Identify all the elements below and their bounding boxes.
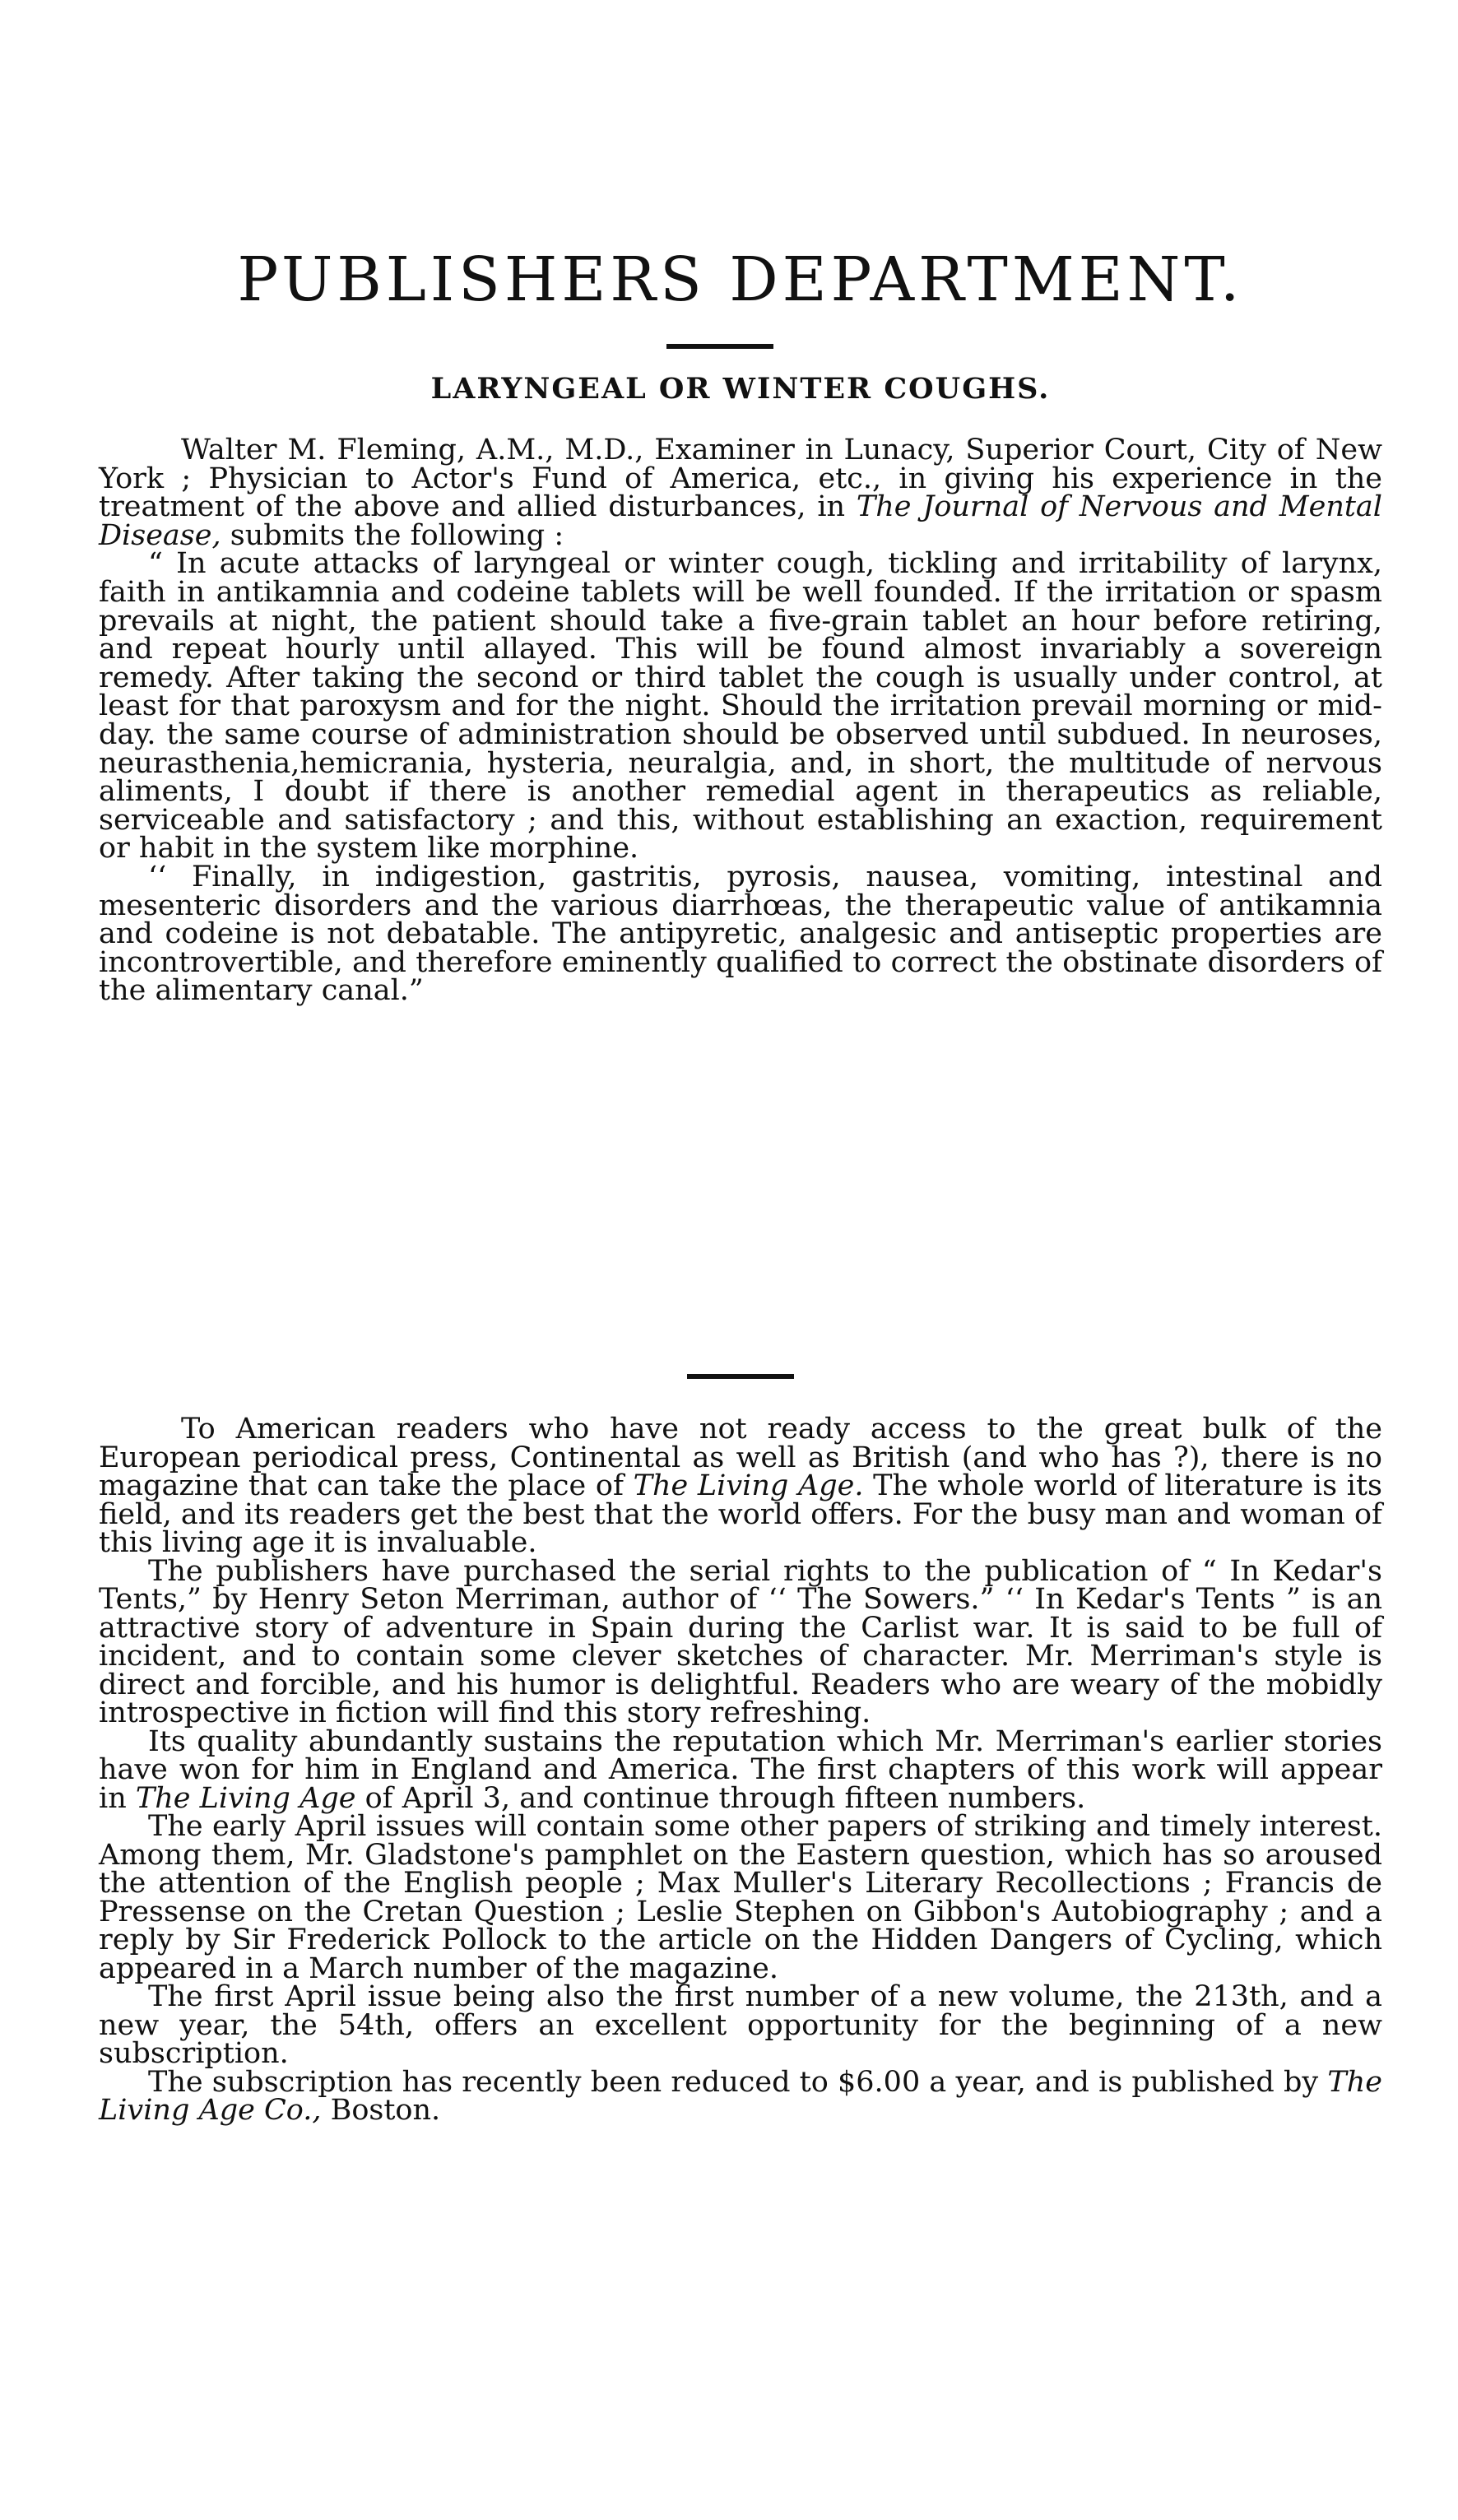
intro-paragraph xyxy=(99,436,1382,550)
page-title: PUBLISHERS DEPARTMENT. xyxy=(237,244,1244,315)
living-age-paragraph-1 xyxy=(99,1415,1382,1557)
p1-text-end: The whole world of literature is its field, and its readers get the best that the world offers. For the busy man and woman of this living age it is invaluable. xyxy=(99,1469,1383,1559)
living-age-paragraph-2: The publishers have purchased the serial rights to the publication of “ In Kedar's Tents,” by Henry Seton Merriman, author of ‘‘ The Sowers.” ‘‘ In Kedar's Tents ” is an attractive story of adventure in Spain during the Carlist war. It is said to be full of incident, and to contain some clever sketches of character. Mr. Merriman's style is direct and forcible, and his humor is delightful. Readers who are weary of the mobidly introspective in fiction will find this story refreshing. xyxy=(99,1554,1382,1729)
intro-text: Walter M. Fleming, A.M., M.D., Examiner in Lunacy, Superior Court, City of New York ; Physician to Actor's Fund of America, etc., in giving his experience in the treatment of the above and allied disturbances, in xyxy=(99,434,1382,524)
quote-paragraph-1: “ In acute attacks of laryngeal or winter cough, tickling and irritability of larynx, faith in antikamnia and codeine tablets will be well founded. If the irritation or spasm prevails at night, the patient should take a five-grain tablet an hour before retiring, and repeat hourly until allayed. This will be found almost invariably a sovereign remedy. After taking the second or third tablet the cough is usually under control, at least for that paroxysm and for the night. Should the irritation prevail morning or mid-day. the same course of administration should be observed until subdued. In neuroses, neurasthenia,hemicrania, hysteria, neuralgia, and, in short, the multitude of nervous aliments, I doubt if there is another remedial agent in therapeutics as reliable, serviceable and satisfactory ; and this, without establishing an exaction, requirement or habit in the system like morphine. xyxy=(99,547,1382,866)
page xyxy=(99,0,1382,2520)
living-age-paragraph-6 xyxy=(99,2065,1382,2127)
journal-title: The Journal of Nervous and Mental Disease, xyxy=(99,490,1382,552)
p3-text-end: of April 3, and continue through fifteen numbers. xyxy=(355,1781,1086,1815)
p1-text: To American readers who have not ready access to the great bulk of the European periodical press, Continental as well as British (and who has ?), there is no magazine that can take the place of xyxy=(99,1413,1382,1502)
intro-text-end: submits the following : xyxy=(221,518,564,552)
publisher-name: The Living Age Co., xyxy=(99,2065,1382,2127)
living-age-paragraph-3 xyxy=(99,1724,1382,1815)
title-divider xyxy=(666,344,773,349)
article-heading: LARYNGEAL OR WINTER COUGHS. xyxy=(430,372,1051,406)
living-age-paragraph-4: The early April issues will contain some other papers of striking and timely interest. Among them, Mr. Gladstone's pamphlet on the Eastern question, which has so aroused the attention of the English people ; Max Muller's Literary Recollections ; Francis de Pressense on the Cretan Question ; Leslie Stephen on Gibbon's Autobiography ; and a reply by Sir Frederick Pollock to the article on the Hidden Dangers of Cycling, which appeared in a March number of the magazine. xyxy=(99,1810,1382,1985)
article-living-age xyxy=(99,1415,1382,2125)
magazine-title: The Living Age. xyxy=(633,1469,864,1502)
p6-text: The subscription has recently been reduced to $6.00 a year, and is published by xyxy=(148,2065,1328,2099)
p3-text: Its quality abundantly sustains the reputation which Mr. Merriman's earlier stories have won for him in England and America. The first chapters of this work will appear in xyxy=(99,1724,1382,1815)
quote-paragraph-2: ‘‘ Finally, in indigestion, gastritis, pyrosis, nausea, vomiting, intestinal and mesenteric disorders and the various diarrhœas, the therapeutic value of antikamnia and codeine is not debatable. The antipyretic, analgesic and antiseptic properties are incontrovertible, and therefore eminently qualified to correct the obstinate disorders of the alimentary canal.” xyxy=(99,860,1382,1008)
p6-text-end: Boston. xyxy=(321,2094,441,2127)
section-divider xyxy=(687,1374,794,1379)
magazine-title: The Living Age xyxy=(135,1781,356,1815)
article-laryngeal-coughs xyxy=(99,434,1382,1008)
living-age-paragraph-5: The first April issue being also the first number of a new volume, the 213th, and a new year, the 54th, offers an excellent opportunity for the beginning of a new subscription. xyxy=(99,1980,1382,2070)
